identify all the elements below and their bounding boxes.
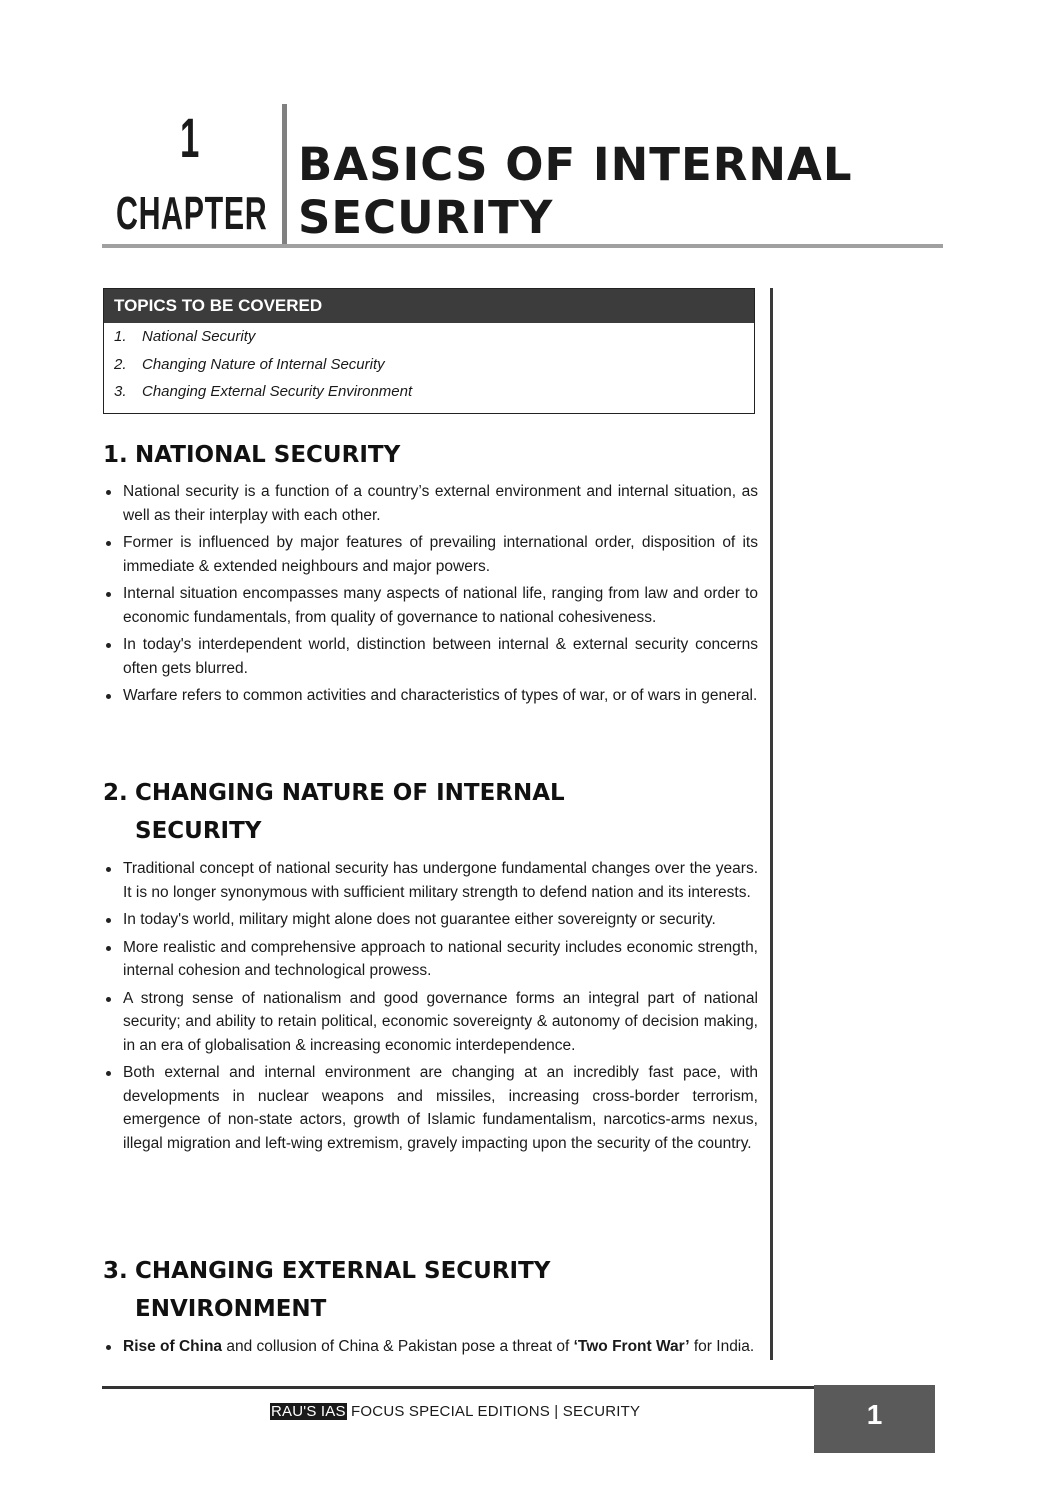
topic-item <box>104 323 754 351</box>
bullet-item: Both external and internal environment are changing at an incredibly fast pace, with developments in nuclear weapons and missiles, increasing cross-border terrorism, emergence of non-state actors, growth of Islamic fundamentalism, narcotics-arms nexus, illegal migration and left-wing extremism, gravely impacting upon the security of the country. <box>103 1061 758 1155</box>
topic-item <box>104 378 754 406</box>
section-2-bullets <box>103 857 758 1159</box>
section-title: CHANGING NATURE OF INTERNAL <box>135 780 565 806</box>
bullet-text: and collusion of China & Pakistan pose a threat of <box>222 1338 574 1355</box>
bullet-item: In today's world, military might alone does not guarantee either sovereignty or security. <box>103 908 758 932</box>
chapter-number: 1 <box>180 106 200 169</box>
topics-heading: TOPICS TO BE COVERED <box>104 289 754 323</box>
section-title: CHANGING EXTERNAL SECURITY <box>135 1258 551 1284</box>
page-number: 1 <box>814 1385 935 1453</box>
topic-label: National Security <box>142 328 256 345</box>
topic-number: 1. <box>114 328 127 345</box>
bullet-item <box>103 1335 758 1359</box>
section-1-bullets <box>103 480 758 712</box>
chapter-title <box>298 138 853 244</box>
bullet-item: National security is a function of a country’s external environment and internal situation, as well as their interplay with each other. <box>103 480 758 527</box>
chapter-title-line2: SECURITY <box>298 191 554 244</box>
topic-number: 3. <box>114 383 127 400</box>
bold-phrase: Rise of China <box>123 1338 223 1355</box>
section-heading-changing-nature <box>103 774 565 850</box>
footer-text <box>270 1402 640 1422</box>
section-title-line2: ENVIRONMENT <box>135 1296 327 1322</box>
section-number: 3. <box>103 1258 128 1284</box>
section-number: 1. <box>103 442 128 468</box>
header-rule <box>102 244 943 248</box>
section-heading-external-security <box>103 1252 550 1328</box>
topic-label: Changing Nature of Internal Security <box>142 355 385 373</box>
section-title: NATIONAL SECURITY <box>135 442 401 468</box>
margin-rule <box>770 288 773 1360</box>
section-number: 2. <box>103 780 128 806</box>
chapter-divider <box>282 104 287 246</box>
topics-box <box>103 288 755 414</box>
bullet-item: In today's interdependent world, distinction between internal & external security concerns often gets blurred. <box>103 633 758 680</box>
chapter-label: CHAPTER <box>116 187 268 239</box>
section-heading-national-security <box>103 436 400 474</box>
bullet-text: for India. <box>689 1338 755 1355</box>
topics-list <box>104 323 754 406</box>
bullet-item: Traditional concept of national security has undergone fundamental changes over the years. It is no longer synonymous with sufficient military strength to defend nation and its interests. <box>103 857 758 904</box>
footer-brand: RAU'S IAS <box>271 1403 346 1420</box>
topic-label: Changing External Security Environment <box>142 383 413 400</box>
bullet-item: Internal situation encompasses many aspects of national life, ranging from law and order to economic fundamentals, from quality of governance to national cohesiveness. <box>103 582 758 629</box>
topic-number: 2. <box>114 355 127 373</box>
bullet-item: More realistic and comprehensive approach to national security includes economic strength, internal cohesion and technological prowess. <box>103 936 758 983</box>
section-title-line2: SECURITY <box>135 818 262 844</box>
footer-edition: FOCUS SPECIAL EDITIONS | SECURITY <box>346 1403 641 1420</box>
topic-item <box>104 351 754 379</box>
section-3-bullets <box>103 1335 758 1363</box>
footer-rule <box>102 1386 844 1389</box>
chapter-title-line1: BASICS OF INTERNAL <box>298 138 853 191</box>
bullet-item: Warfare refers to common activities and characteristics of types of war, or of wars in general. <box>103 684 758 708</box>
bullet-item: Former is influenced by major features of prevailing international order, disposition of its immediate & extended neighbours and major powers. <box>103 531 758 578</box>
bold-phrase: ‘Two Front War’ <box>573 1338 690 1355</box>
bullet-item: A strong sense of nationalism and good governance forms an integral part of national security; and ability to retain political, economic sovereignty & autonomy of decision making, in an era of globalisation & increasing economic interdependence. <box>103 987 758 1058</box>
